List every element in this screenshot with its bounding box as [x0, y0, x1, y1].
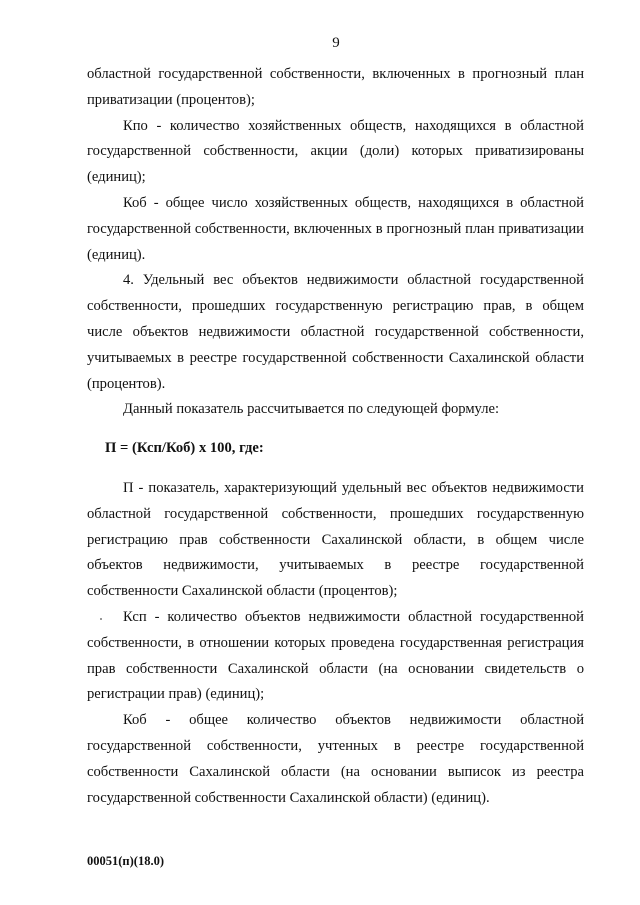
definition-p: П - показатель, характеризующий удельный вес объектов недвижимости областной государственной собственности, прошедших государственную регистрацию прав собственности Сахалинской области, в общем числе объектов недвижимости, учитываемых в реестре государственной собственности Сахалинской области (процентов); [87, 479, 584, 600]
formula: П = (Ксп/Коб) х 100, где: [105, 440, 264, 457]
scan-speck [100, 618, 102, 620]
document-code: 00051(п)(18.0) [87, 854, 164, 868]
document-body [87, 62, 584, 811]
paragraph-kpo-definition: Кпо - количество хозяйственных обществ, находящихся в областной государственной собственности, акции (доли) которых приватизированы (единиц); [87, 117, 584, 186]
paragraph-kob-definition: Коб - общее число хозяйственных обществ, находящихся в областной государственной собственности, включенных в прогнозный план приватизации (единиц). [87, 194, 584, 263]
paragraph-formula-intro: Данный показатель рассчитывается по следующей формуле: [123, 401, 500, 418]
page-number: 9 [332, 35, 340, 51]
definition-kob: Коб - общее количество объектов недвижимости областной государственной собственности, учтенных в реестре государственной собственности Сахалинской области (на основании выписок из реестра государственной собственности Сахалинской области) (единиц). [87, 712, 584, 806]
paragraph-indicator-4: 4. Удельный вес объектов недвижимости областной государственной собственности, прошедших государственную регистрацию прав, в общем числе объектов недвижимости областной государственной собственности, учитываемых в реестре государственной собственности Сахалинской области (процентов). [87, 272, 584, 392]
paragraph-continuation: областной государственной собственности, включенных в прогнозный план приватизации (процентов); [87, 66, 584, 108]
definition-ksp: Ксп - количество объектов недвижимости областной государственной собственности, в отношении которых проведена государственная регистрация прав собственности Сахалинской области (на основании свидетельств о регистрации прав) (единиц); [87, 608, 584, 703]
